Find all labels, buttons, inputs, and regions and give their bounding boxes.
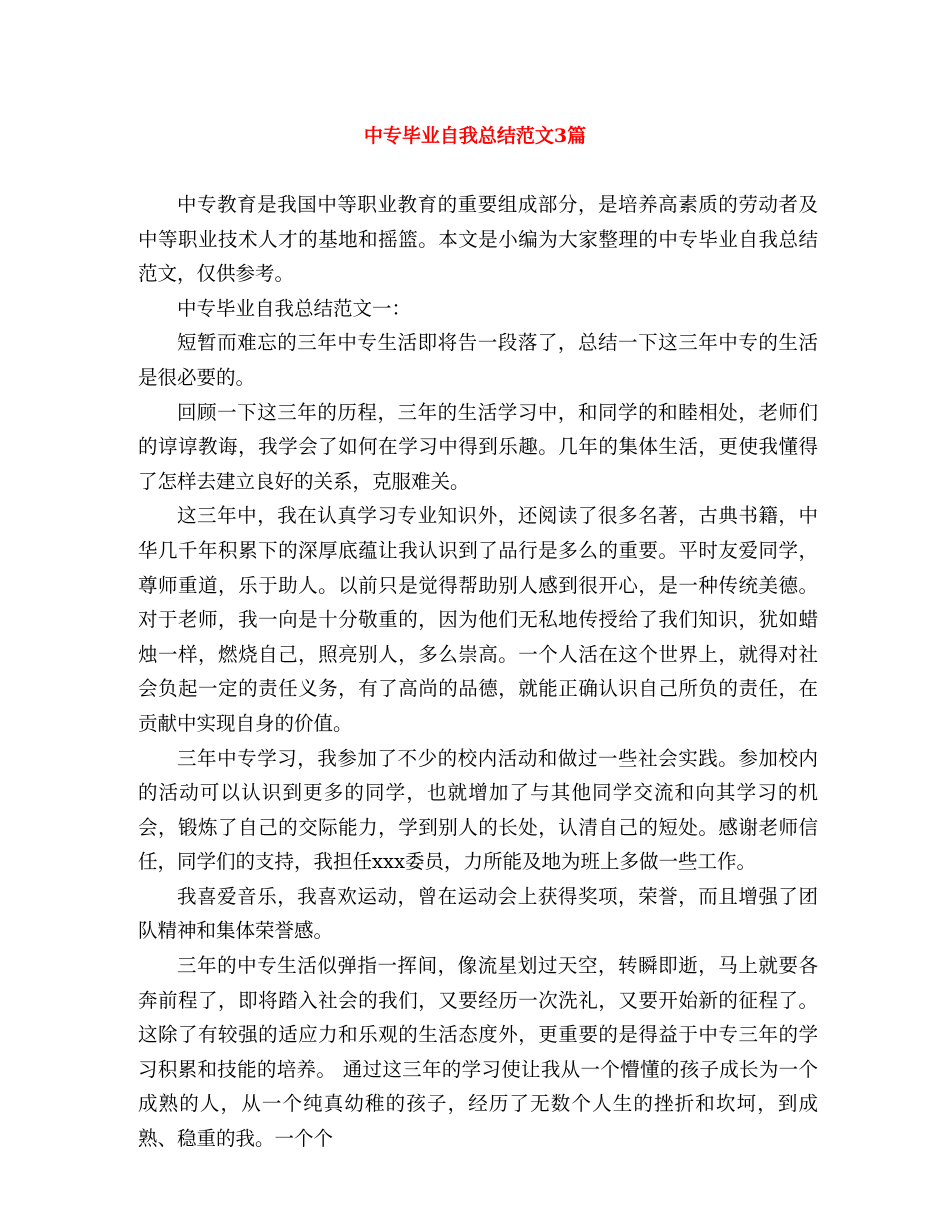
document-body: [138, 188, 818, 1157]
paragraph-intro: 中专教育是我国中等职业教育的重要组成部分，是培养高素质的劳动者及中等职业技术人才的基地和摇篮。本文是小编为大家整理的中专毕业自我总结范文，仅供参考。: [138, 193, 818, 286]
paragraph-hobbies: 我喜爱音乐，我喜欢运动，曾在运动会上获得奖项，荣誉，而且增强了团队精神和集体荣誉感。: [138, 884, 818, 943]
paragraph-review: 回顾一下这三年的历程，三年的生活学习中，和同学的和睦相处，老师们的谆谆教诲，我学会了如何在学习中得到乐趣。几年的集体生活，更使我懂得了怎样去建立良好的关系，克服难关。: [138, 400, 818, 493]
paragraph-character: 这三年中，我在认真学习专业知识外，还阅读了很多名著，古典书籍，中华几千年积累下的深厚底蕴让我认识到了品行是多么的重要。平时友爱同学，尊师重道，乐于助人。以前只是觉得帮助别人感到很开心，是一种传统美德。对于老师，我一向是十分敬重的，因为他们无私地传授给了我们知识，犹如蜡烛一样，燃烧自己，照亮别人，多么崇高。一个人活在这个世界上，就得对社会负起一定的责任义务，有了高尚的品德，就能正确认识自己所负的责任，在贡献中实现自身的价值。: [138, 504, 818, 735]
paragraph-growth: 三年的中专生活似弹指一挥间，像流星划过天空，转瞬即逝，马上就要各奔前程了，即将踏入社会的我们，又要经历一次洗礼，又要开始新的征程了。这除了有较强的适应力和乐观的生活态度外，更重要的是得益于中专三年的学习积累和技能的培养。 通过这三年的学习使让我从一个懵懂的孩子成长为一个成熟的人，从一个纯真幼稚的孩子，经历了无数个人生的挫折和坎坷，到成熟、稳重的我。一个个: [138, 954, 818, 1151]
paragraph-activities: 三年中专学习，我参加了不少的校内活动和做过一些社会实践。参加校内的活动可以认识到更多的同学，也就增加了与其他同学交流和向其学习的机会，锻炼了自己的交际能力，学到别人的长处，认清自己的短处。感谢老师信任，同学们的支持，我担任xxx委员，力所能及地为班上多做一些工作。: [138, 746, 818, 874]
paragraph-section-heading: 中专毕业自我总结范文一：: [177, 296, 412, 320]
paragraph-opening: 短暂而难忘的三年中专生活即将告一段落了，总结一下这三年中专的生活是很必要的。: [138, 331, 818, 389]
document-title: 中专毕业自我总结范文3篇: [363, 125, 587, 147]
